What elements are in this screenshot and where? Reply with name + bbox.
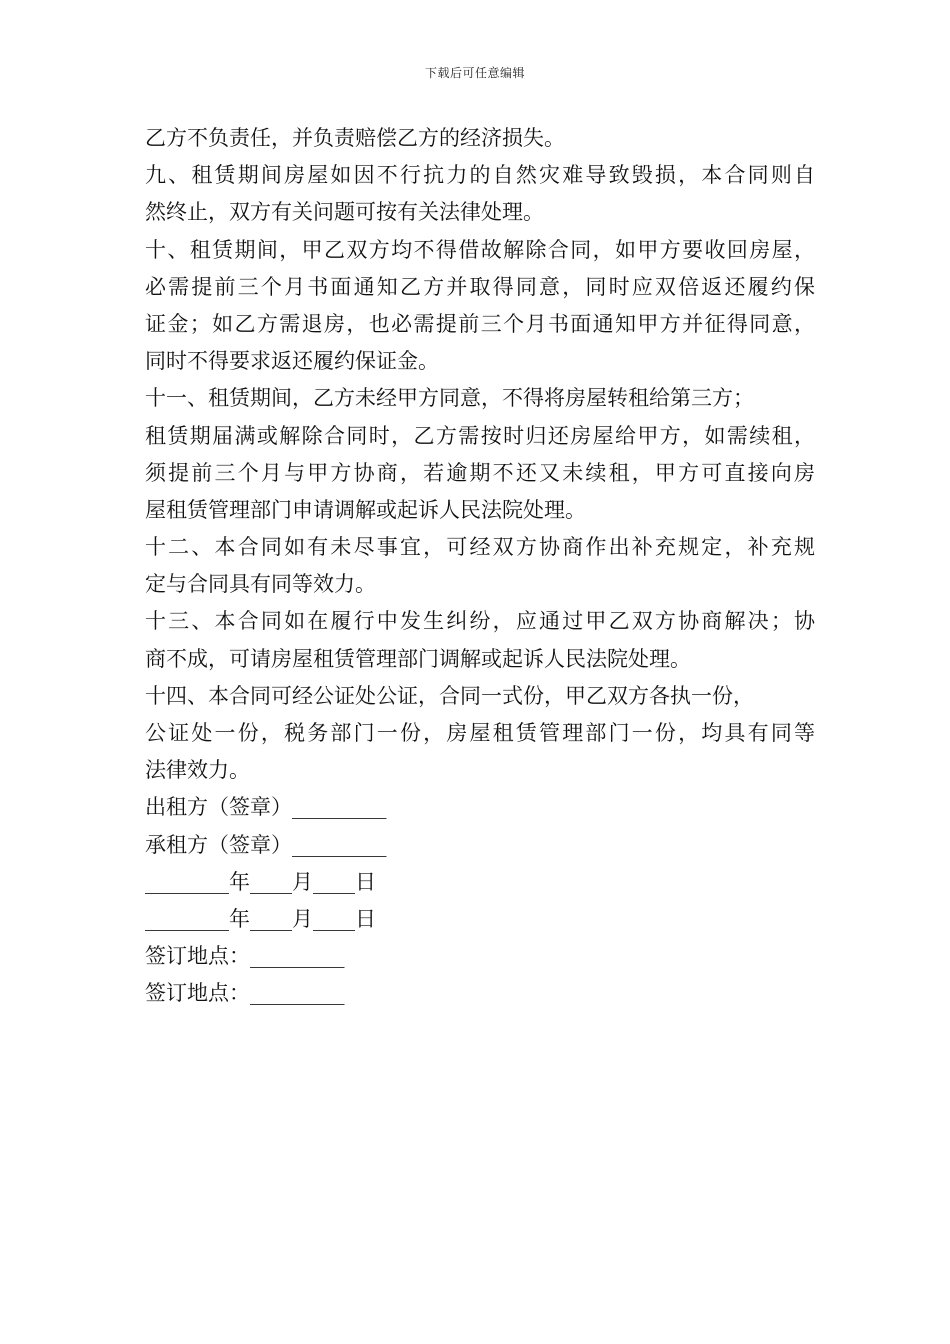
text-line: 租赁期届满或解除合同时，乙方需按时归还房屋给甲方，如需续租， — [145, 423, 815, 448]
text-line: 屋租赁管理部门申请调解或起诉人民法院处理。 — [145, 497, 586, 522]
text-line: 证金；如乙方需退房，也必需提前三个月书面通知甲方并征得同意， — [145, 311, 815, 336]
text-line: 商不成，可请房屋租赁管理部门调解或起诉人民法院处理。 — [145, 646, 691, 671]
text-line: 十、租赁期间，甲乙双方均不得借故解除合同，如甲方要收回房屋， — [145, 237, 815, 262]
text-line: 乙方不负责任，并负责赔偿乙方的经济损失。 — [145, 126, 565, 150]
text-line: 同时不得要求返还履约保证金。 — [145, 349, 439, 374]
signature-lessee: 承租方（签章）_________ — [145, 832, 387, 857]
document-body — [145, 120, 815, 1013]
text-line: 然终止，双方有关问题可按有关法律处理。 — [145, 200, 544, 225]
text-line: 公证处一份，税务部门一份，房屋租赁管理部门一份，均具有同等 — [145, 721, 815, 745]
date-line: ________年____月____日 — [145, 869, 376, 894]
text-line: 十三、本合同如在履行中发生纠纷，应通过甲乙双方协商解决；协 — [145, 609, 815, 634]
signing-location: 签订地点：_________ — [145, 981, 345, 1006]
text-line: 定与合同具有同等效力。 — [145, 572, 376, 597]
text-line: 九、租赁期间房屋如因不行抗力的自然灾难导致毁损，本合同则自 — [145, 163, 815, 188]
text-line: 十二、本合同如有未尽事宜，可经双方协商作出补充规定，补充规 — [145, 535, 815, 560]
text-line: 法律效力。 — [145, 758, 250, 783]
text-line: 十四、本合同可经公证处公证，合同一式份，甲乙双方各执一份， — [145, 683, 754, 708]
date-line: ________年____月____日 — [145, 906, 376, 931]
signing-location: 签订地点：_________ — [145, 944, 345, 969]
text-line: 必需提前三个月书面通知乙方并取得同意，同时应双倍返还履约保 — [145, 274, 815, 299]
signature-lessor: 出租方（签章）_________ — [145, 795, 387, 820]
text-line: 十一、租赁期间，乙方未经甲方同意，不得将房屋转租给第三方； — [145, 386, 754, 411]
text-line: 须提前三个月与甲方协商，若逾期不还又未续租，甲方可直接向房 — [145, 460, 815, 485]
page-header: 下载后可任意编辑 — [424, 66, 525, 80]
